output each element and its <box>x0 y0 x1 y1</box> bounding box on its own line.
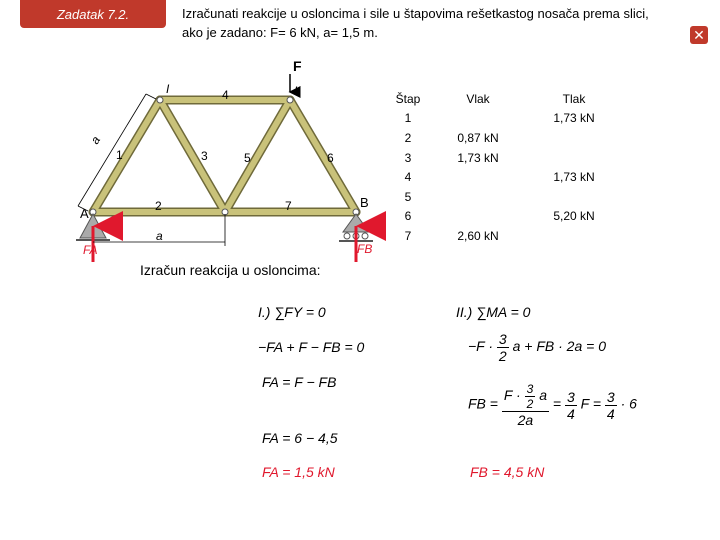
member-label-5: 5 <box>244 151 251 165</box>
fraction-denominator: 2 <box>498 348 507 364</box>
inner-post: a <box>539 387 547 404</box>
dimension-a-bottom: a <box>156 229 163 243</box>
table-cell: 0,87 kN <box>457 130 499 145</box>
table-cell <box>432 207 524 227</box>
joint-I <box>157 97 163 103</box>
eq-right-3-mid: F = <box>580 395 602 412</box>
table-row <box>384 148 624 168</box>
inner-num: 3 <box>526 382 534 396</box>
fraction-numerator: 3 <box>606 388 615 405</box>
fraction-numerator: 3 <box>498 331 507 347</box>
member-label-4: 4 <box>222 88 229 102</box>
table-cell: 1,73 kN <box>457 150 499 165</box>
table-cell: 5 <box>404 189 412 204</box>
table-cell: 2,60 kN <box>457 228 499 243</box>
equals: = <box>552 395 562 412</box>
member-forces-table <box>384 89 624 246</box>
reaction-label-FA: FA <box>83 243 98 257</box>
table-cell: 3 <box>404 150 412 165</box>
table-cell: 5,20 kN <box>553 209 595 224</box>
eq-left-result: FA = 1,5 kN <box>262 464 335 480</box>
node-label-II: II <box>294 84 301 98</box>
task-line-2: ako je zadano: F= 6 kN, a= 1,5 m. <box>182 25 378 40</box>
dimension-a-diagonal: a <box>87 133 104 147</box>
member-label-2: 2 <box>155 199 162 213</box>
fraction <box>605 389 617 422</box>
table-cell <box>432 109 524 129</box>
close-icon[interactable]: ✕ <box>690 26 708 44</box>
section-title: Izračun reakcija u osloncima: <box>140 262 321 278</box>
table-cell: 4 <box>404 170 412 185</box>
eq-right-3 <box>468 382 637 428</box>
fraction-denominator: 2a <box>517 412 534 428</box>
table-cell <box>432 167 524 187</box>
eq-right-3-pre: FB = <box>468 395 498 412</box>
table-cell: 2 <box>404 130 412 145</box>
header-member: Štap <box>395 91 421 106</box>
eq-right-2-pre: −F · <box>468 338 494 355</box>
fraction <box>497 331 509 364</box>
fraction-denominator: 4 <box>606 405 615 422</box>
eq-left-2: −FA + F − FB = 0 <box>258 339 365 355</box>
table-cell: 1,73 kN <box>553 170 595 185</box>
table-cell <box>524 187 624 207</box>
table-row <box>384 109 624 129</box>
eq-left-3: FA = F − FB <box>262 374 337 390</box>
table-cell <box>524 148 624 168</box>
eq-right-result: FB = 4,5 kN <box>470 464 545 480</box>
node-label-I: I <box>166 82 170 96</box>
table-cell: 1 <box>404 111 412 126</box>
fraction <box>565 389 577 422</box>
fraction-denominator: 4 <box>566 405 575 422</box>
table-cell: 6 <box>404 209 412 224</box>
reaction-label-FB: FB <box>357 242 373 256</box>
table-cell <box>432 187 524 207</box>
task-line-1: Izračunati reakcije u osloncima i sile u štapovima rešetkastog nosača prema slici, <box>182 6 649 21</box>
eq-right-1: II.) ∑MA = 0 <box>456 304 531 320</box>
table-row <box>384 167 624 187</box>
node-label-A: A <box>80 206 89 221</box>
member-label-7: 7 <box>285 199 292 213</box>
eq-right-2 <box>468 331 606 364</box>
eq-left-4: FA = 6 − 4,5 <box>262 430 338 446</box>
eq-left-1: I.) ∑FY = 0 <box>258 304 326 320</box>
table-row <box>384 226 624 246</box>
node-label-B: B <box>360 195 369 210</box>
inner-den: 2 <box>526 397 534 411</box>
table-row <box>384 207 624 227</box>
table-cell <box>524 226 624 246</box>
header-tension: Vlak <box>466 91 490 106</box>
header-compression: Tlak <box>562 91 586 106</box>
member-label-6: 6 <box>327 151 334 165</box>
fraction-numerator <box>502 382 549 412</box>
eq-right-3-post: · 6 <box>620 395 637 412</box>
eq-right-2-post: a + FB · 2a = 0 <box>512 338 606 355</box>
force-label: F <box>293 58 302 74</box>
table-header-row <box>384 89 624 109</box>
table-row <box>384 187 624 207</box>
table-cell: 7 <box>404 228 412 243</box>
inner-pre: F · <box>503 387 521 404</box>
joint-II <box>287 97 293 103</box>
table-cell <box>524 128 624 148</box>
fraction-numerator: 3 <box>566 388 575 405</box>
table-cell: 1,73 kN <box>553 111 595 126</box>
task-number-tag: Zadatak 7.2. <box>20 0 166 28</box>
member-label-3: 3 <box>201 149 208 163</box>
inner-fraction <box>525 382 536 411</box>
fraction <box>502 382 549 428</box>
member-label-1: 1 <box>116 148 123 162</box>
table-row <box>384 128 624 148</box>
